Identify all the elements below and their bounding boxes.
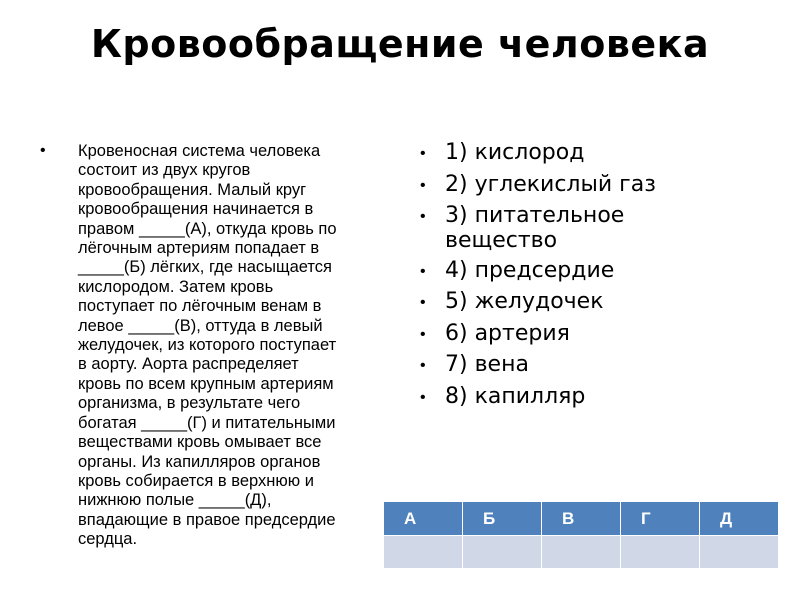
answer-cell-b[interactable] [463, 536, 542, 569]
answer-cell-d[interactable] [700, 536, 779, 569]
bullet-icon: • [420, 176, 426, 194]
answer-header-a: А [384, 502, 463, 536]
option-item [420, 140, 680, 167]
answer-cell-v[interactable] [542, 536, 621, 569]
option-text: 8) капилляр [445, 383, 586, 409]
option-text: 4) предсердие [445, 257, 615, 283]
bullet-icon: • [420, 357, 426, 374]
task-paragraph: Кровеносная система человека состоит из двух кругов кровообращения. Малый круг кровообращения начинается в правом _____(А), откуда кровь по лёгочным артериям попадает в _____(Б) лёгких, где насыщается кислородом. Затем кровь поступает по лёгочным венам в левое _____(В), оттуда в левый желудочек, из которого поступает в аорту. Аорта распределяет кровь по всем крупным артериям организма, в результате чего богатая _____(Г) и питательными веществами кровь омывает все органы. Из капилляров органов кровь собирается в верхнюю и нижнюю полые _____(Д), впадающие в правое предсердие сердца. [78, 142, 337, 549]
answer-cell-a[interactable] [384, 536, 463, 569]
option-item [420, 203, 680, 253]
option-item [420, 172, 680, 199]
option-item [420, 321, 680, 348]
answer-table-header-row [384, 502, 779, 536]
answer-table-input-row [384, 536, 779, 569]
slide-title: Кровообращение человека [90, 22, 710, 66]
option-text: 1) кислород [445, 140, 585, 165]
bullet-icon: • [420, 388, 426, 406]
bullet-icon: • [420, 145, 426, 162]
bullet-icon: • [420, 325, 426, 343]
bullet-icon: • [420, 208, 426, 225]
answer-cell-g[interactable] [621, 536, 700, 569]
option-item [420, 352, 680, 379]
option-text: 3) питательное вещество [445, 203, 625, 253]
option-item [420, 258, 680, 285]
paragraph-bullet-row [40, 142, 385, 550]
option-item [420, 289, 680, 316]
answer-header-b: Б [463, 502, 542, 536]
left-column [40, 142, 385, 550]
answer-table [383, 501, 779, 569]
option-text: 5) желудочек [445, 289, 604, 314]
option-text: 7) вена [445, 352, 529, 377]
bullet-icon: • [40, 142, 46, 159]
option-text: 6) артерия [445, 320, 570, 346]
bullet-icon: • [420, 262, 426, 280]
answer-header-v: В [542, 502, 621, 536]
answer-header-g: Г [621, 502, 700, 536]
option-item [420, 384, 680, 411]
answer-header-d: Д [700, 502, 779, 536]
option-text: 2) углекислый газ [445, 171, 656, 197]
options-list [420, 140, 680, 415]
bullet-icon: • [420, 294, 426, 311]
